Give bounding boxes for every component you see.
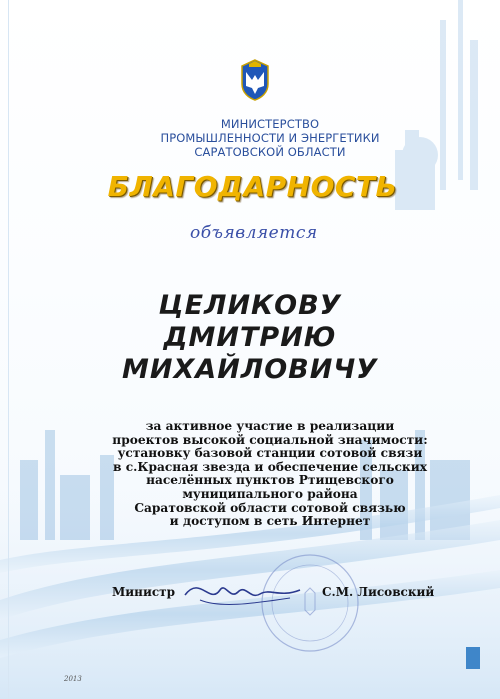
ministry-name (120, 117, 420, 159)
certificate-title: БЛАГОДАРНОСТЬ (107, 170, 398, 203)
signer-title: Министр (112, 585, 175, 599)
recipient-line-2: ДМИТРИЮ (163, 322, 337, 353)
reason-line-4: в с.Красная звезда и обеспечение сельских (113, 459, 427, 474)
ministry-line-3: САРАТОВСКОЙ ОБЛАСТИ (194, 145, 346, 159)
reason-line-7: Саратовской области сотовой связью (134, 500, 406, 515)
award-reason (60, 420, 480, 529)
reason-line-2: проектов высокой социальной значимости: (112, 432, 428, 447)
ministry-line-1: МИНИСТЕРСТВО (220, 117, 320, 131)
reason-line-6: муниципального района (182, 486, 358, 501)
reason-line-5: населённых пунктов Ртищевского (146, 473, 394, 488)
reason-line-8: и доступом в сеть Интернет (169, 514, 371, 529)
signature-block (100, 580, 480, 620)
saratov-coat-of-arms-icon (238, 58, 272, 102)
recipient-line-1: ЦЕЛИКОВУ (158, 290, 342, 321)
reason-line-1: за активное участие в реализации (145, 419, 395, 433)
print-year: 2013 (64, 675, 82, 683)
ministry-line-2: ПРОМЫШЛЕННОСТИ И ЭНЕРГЕТИКИ (160, 131, 380, 145)
recipient-name (60, 290, 440, 386)
corner-accent (466, 647, 480, 669)
handwritten-signature (180, 570, 310, 615)
reason-line-3: установку базовой станции сотовой связи (117, 446, 423, 461)
signer-name: С.М. Лисовский (322, 585, 435, 599)
announce-text: объявляется (190, 223, 318, 243)
recipient-line-3: МИХАЙЛОВИЧУ (122, 354, 378, 385)
